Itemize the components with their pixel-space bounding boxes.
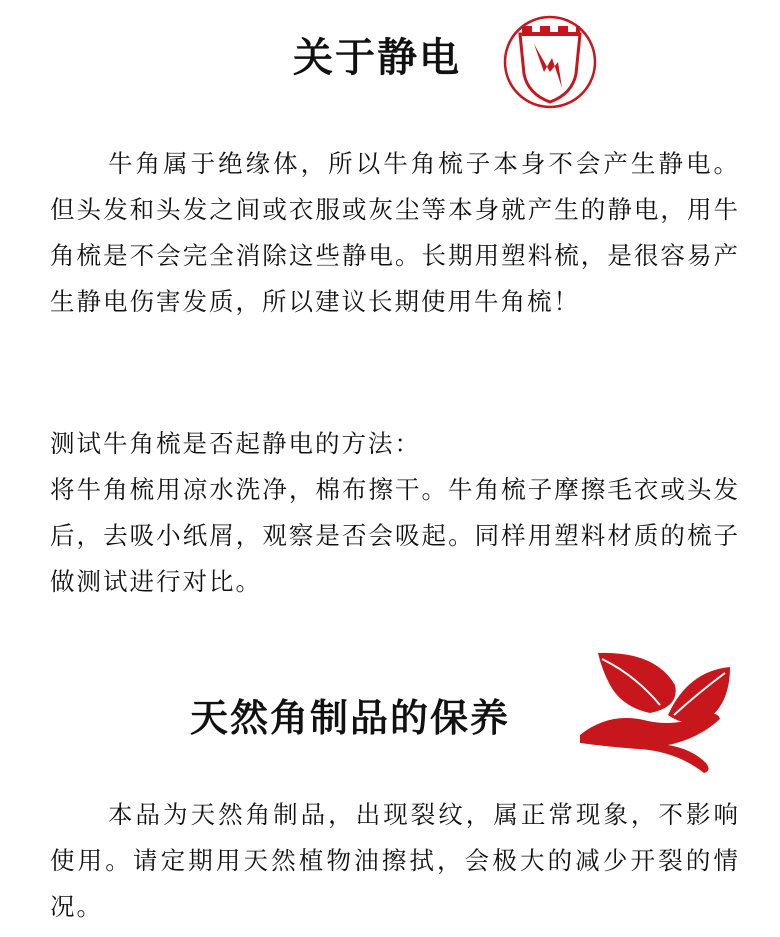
static-section-title: 关于静电 xyxy=(293,35,461,81)
static-test-block xyxy=(50,421,740,605)
test-body: 将牛角梳用凉水洗净，棉布擦干。牛角梳子摩擦毛衣或头发后，去吸小纸屑，观察是否会吸起。同样用塑料材质的梳子做测试进行对比。 xyxy=(50,475,740,596)
care-section-title: 天然角制品的保养 xyxy=(190,696,511,740)
hand-leaves-icon xyxy=(580,645,740,780)
static-paragraph: 牛角属于绝缘体，所以牛角梳子本身不会产生静电。但头发和头发之间或衣服或灰尘等本身就产生的静电，用牛角梳是不会完全消除这些静电。长期用塑料梳，是很容易产生静电伤害发质，所以建议长期使用牛角梳！ xyxy=(50,149,740,316)
care-paragraph: 本品为天然角制品，出现裂纹，属正常现象，不影响使用。请定期用天然植物油擦拭，会极大的减少开裂的情况。 xyxy=(50,800,740,921)
lightning-shield-icon xyxy=(500,14,600,110)
test-heading: 测试牛角梳是否起静电的方法： xyxy=(50,429,421,458)
